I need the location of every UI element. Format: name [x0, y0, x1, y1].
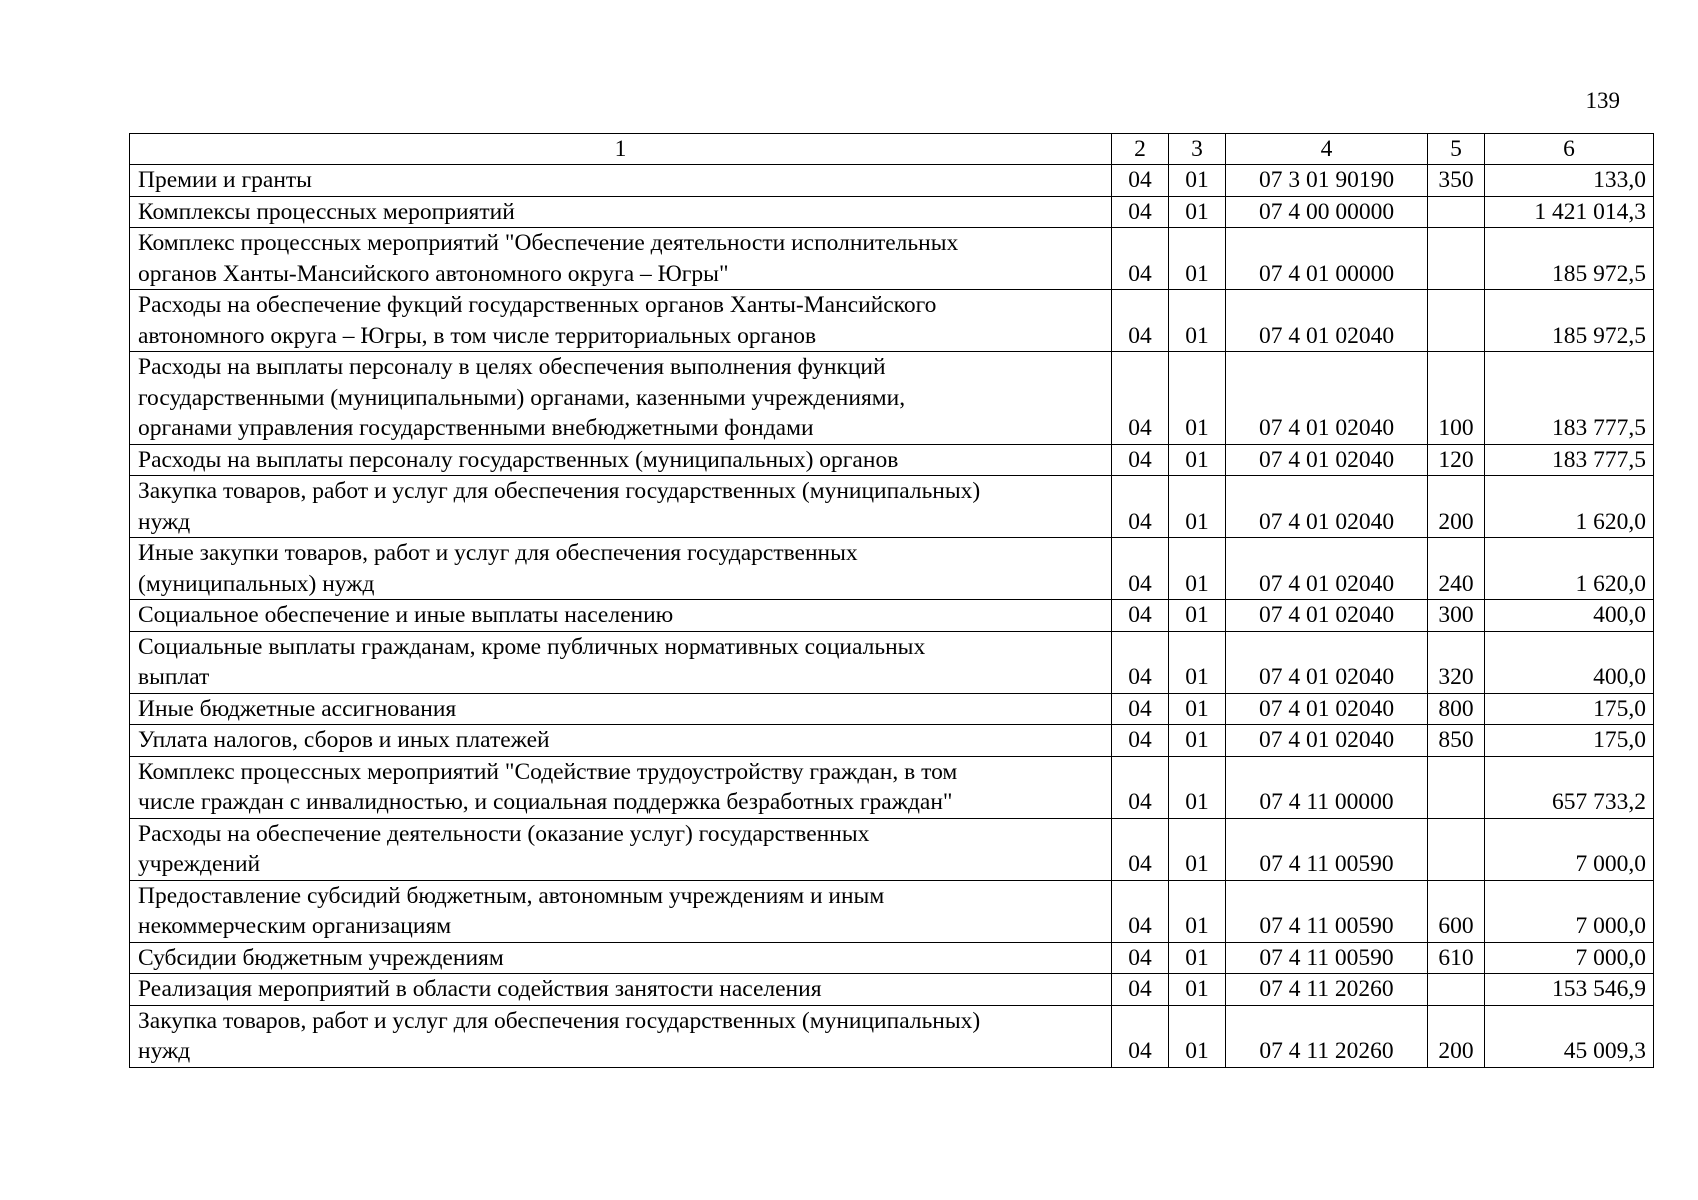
expense-type-code: 300 — [1428, 600, 1485, 632]
page-number: 139 — [1585, 88, 1620, 113]
amount: 183 777,5 — [1485, 352, 1654, 445]
row-description — [130, 600, 1112, 632]
section-code: 04 — [1112, 444, 1169, 476]
table-row — [130, 1005, 1654, 1067]
description-line: Уплата налогов, сборов и иных платежей — [138, 727, 550, 753]
subsection-code: 01 — [1169, 165, 1226, 197]
budget-table — [129, 133, 1654, 1068]
row-description — [130, 974, 1112, 1006]
section-code: 04 — [1112, 631, 1169, 693]
section-code: 04 — [1112, 942, 1169, 974]
amount: 1 421 014,3 — [1485, 196, 1654, 228]
row-description — [130, 538, 1112, 600]
table-row — [130, 818, 1654, 880]
description-line: Закупка товаров, работ и услуг для обеспечения государственных (муниципальных) — [138, 478, 981, 504]
subsection-code: 01 — [1169, 1005, 1226, 1067]
description-line: Комплексы процессных мероприятий — [138, 198, 515, 225]
amount: 175,0 — [1485, 693, 1654, 725]
description-line: Комплекс процессных мероприятий "Содействие трудоустройству граждан, в том — [138, 758, 958, 785]
expense-type-code: 850 — [1428, 725, 1485, 757]
column-header-2: 2 — [1112, 134, 1169, 165]
column-header-5: 5 — [1428, 134, 1485, 165]
expense-type-code: 320 — [1428, 631, 1485, 693]
budget-table-body — [130, 134, 1654, 1068]
section-code: 04 — [1112, 538, 1169, 600]
description-line: числе граждан с инвалидностью, и социальная поддержка безработных граждан" — [138, 789, 953, 815]
amount: 1 620,0 — [1485, 476, 1654, 538]
expense-type-code: 610 — [1428, 942, 1485, 974]
subsection-code: 01 — [1169, 600, 1226, 632]
target-article-code: 07 3 01 90190 — [1226, 165, 1428, 197]
description-line: Расходы на обеспечение деятельности (оказание услуг) государственных — [138, 820, 870, 847]
subsection-code: 01 — [1169, 228, 1226, 290]
subsection-code: 01 — [1169, 756, 1226, 818]
section-code: 04 — [1112, 1005, 1169, 1067]
target-article-code: 07 4 01 02040 — [1226, 600, 1428, 632]
target-article-code: 07 4 01 02040 — [1226, 631, 1428, 693]
description-line: органами управления государственными внебюджетными фондами — [138, 415, 814, 441]
description-line: органов Ханты-Мансийского автономного округа – Югры" — [138, 260, 729, 287]
expense-type-code: 240 — [1428, 538, 1485, 600]
column-header-3: 3 — [1169, 134, 1226, 165]
row-description — [130, 165, 1112, 197]
description-line: нужд — [138, 508, 191, 535]
section-code: 04 — [1112, 756, 1169, 818]
target-article-code: 07 4 01 02040 — [1226, 352, 1428, 445]
amount: 7 000,0 — [1485, 942, 1654, 974]
subsection-code: 01 — [1169, 818, 1226, 880]
table-row — [130, 228, 1654, 290]
expense-type-code: 800 — [1428, 693, 1485, 725]
target-article-code: 07 4 01 00000 — [1226, 228, 1428, 290]
description-line: учреждений — [138, 851, 261, 877]
target-article-code: 07 4 01 02040 — [1226, 290, 1428, 352]
expense-type-code — [1428, 818, 1485, 880]
subsection-code: 01 — [1169, 290, 1226, 352]
column-header-4: 4 — [1226, 134, 1428, 165]
subsection-code: 01 — [1169, 352, 1226, 445]
row-description — [130, 942, 1112, 974]
expense-type-code — [1428, 228, 1485, 290]
amount: 400,0 — [1485, 631, 1654, 693]
description-line: Реализация мероприятий в области содействия занятости населения — [138, 976, 822, 1002]
table-row — [130, 756, 1654, 818]
table-row — [130, 974, 1654, 1006]
target-article-code: 07 4 11 20260 — [1226, 974, 1428, 1006]
expense-type-code: 200 — [1428, 476, 1485, 538]
target-article-code: 07 4 11 00590 — [1226, 942, 1428, 974]
amount: 175,0 — [1485, 725, 1654, 757]
description-line: (муниципальных) нужд — [138, 570, 375, 597]
description-line: Предоставление субсидий бюджетным, автономным учреждениям и иным — [138, 882, 885, 909]
description-line: Социальное обеспечение и иные выплаты населению — [138, 602, 674, 628]
table-row — [130, 725, 1654, 757]
subsection-code: 01 — [1169, 974, 1226, 1006]
description-line: Иные закупки товаров, работ и услуг для обеспечения государственных — [138, 540, 858, 566]
amount: 1 620,0 — [1485, 538, 1654, 600]
amount: 183 777,5 — [1485, 444, 1654, 476]
description-line: Расходы на обеспечение фукций государственных органов Ханты-Мансийского — [138, 292, 937, 318]
table-row — [130, 444, 1654, 476]
description-line: выплат — [138, 664, 210, 690]
target-article-code: 07 4 01 02040 — [1226, 444, 1428, 476]
section-code: 04 — [1112, 476, 1169, 538]
section-code: 04 — [1112, 290, 1169, 352]
section-code: 04 — [1112, 725, 1169, 757]
section-code: 04 — [1112, 228, 1169, 290]
amount: 153 546,9 — [1485, 974, 1654, 1006]
description-line: Субсидии бюджетным учреждениям — [138, 944, 504, 971]
section-code: 04 — [1112, 600, 1169, 632]
target-article-code: 07 4 01 02040 — [1226, 538, 1428, 600]
row-description — [130, 756, 1112, 818]
expense-type-code — [1428, 196, 1485, 228]
amount: 400,0 — [1485, 600, 1654, 632]
subsection-code: 01 — [1169, 476, 1226, 538]
description-line: нужд — [138, 1038, 191, 1064]
table-row — [130, 165, 1654, 197]
target-article-code: 07 4 01 02040 — [1226, 693, 1428, 725]
row-description — [130, 444, 1112, 476]
subsection-code: 01 — [1169, 693, 1226, 725]
subsection-code: 01 — [1169, 942, 1226, 974]
table-row — [130, 600, 1654, 632]
subsection-code: 01 — [1169, 538, 1226, 600]
row-description — [130, 725, 1112, 757]
row-description — [130, 352, 1112, 445]
table-row — [130, 693, 1654, 725]
table-row — [130, 290, 1654, 352]
subsection-code: 01 — [1169, 880, 1226, 942]
subsection-code: 01 — [1169, 444, 1226, 476]
target-article-code: 07 4 11 20260 — [1226, 1005, 1428, 1067]
expense-type-code: 100 — [1428, 352, 1485, 445]
table-row — [130, 631, 1654, 693]
description-line: Закупка товаров, работ и услуг для обеспечения государственных (муниципальных) — [138, 1007, 981, 1034]
table-row — [130, 942, 1654, 974]
row-description — [130, 290, 1112, 352]
expense-type-code: 350 — [1428, 165, 1485, 197]
expense-type-code: 200 — [1428, 1005, 1485, 1067]
row-description — [130, 818, 1112, 880]
expense-type-code: 120 — [1428, 444, 1485, 476]
description-line: государственными (муниципальными) органами, казенными учреждениями, — [138, 384, 906, 411]
section-code: 04 — [1112, 818, 1169, 880]
description-line: Расходы на выплаты персоналу государственных (муниципальных) органов — [138, 446, 899, 473]
expense-type-code — [1428, 290, 1485, 352]
table-row — [130, 538, 1654, 600]
amount: 45 009,3 — [1485, 1005, 1654, 1067]
amount: 185 972,5 — [1485, 290, 1654, 352]
section-code: 04 — [1112, 196, 1169, 228]
table-row — [130, 476, 1654, 538]
amount: 7 000,0 — [1485, 818, 1654, 880]
amount: 657 733,2 — [1485, 756, 1654, 818]
target-article-code: 07 4 01 02040 — [1226, 725, 1428, 757]
column-header-1: 1 — [130, 134, 1112, 165]
target-article-code: 07 4 11 00590 — [1226, 880, 1428, 942]
section-code: 04 — [1112, 352, 1169, 445]
subsection-code: 01 — [1169, 725, 1226, 757]
amount: 185 972,5 — [1485, 228, 1654, 290]
description-line: Комплекс процессных мероприятий "Обеспечение деятельности исполнительных — [138, 230, 959, 256]
expense-type-code — [1428, 974, 1485, 1006]
row-description — [130, 196, 1112, 228]
amount: 7 000,0 — [1485, 880, 1654, 942]
section-code: 04 — [1112, 974, 1169, 1006]
target-article-code: 07 4 11 00000 — [1226, 756, 1428, 818]
target-article-code: 07 4 11 00590 — [1226, 818, 1428, 880]
section-code: 04 — [1112, 165, 1169, 197]
expense-type-code: 600 — [1428, 880, 1485, 942]
row-description — [130, 631, 1112, 693]
table-row — [130, 352, 1654, 445]
description-line: автономного округа – Югры, в том числе территориальных органов — [138, 322, 817, 349]
description-line: Иные бюджетные ассигнования — [138, 695, 457, 722]
description-line: некоммерческим организациям — [138, 913, 452, 939]
target-article-code: 07 4 01 02040 — [1226, 476, 1428, 538]
target-article-code: 07 4 00 00000 — [1226, 196, 1428, 228]
description-line: Расходы на выплаты персоналу в целях обеспечения выполнения функций — [138, 354, 886, 380]
row-description — [130, 228, 1112, 290]
row-description — [130, 1005, 1112, 1067]
description-line: Премии и гранты — [138, 167, 312, 193]
table-row — [130, 196, 1654, 228]
expense-type-code — [1428, 756, 1485, 818]
subsection-code: 01 — [1169, 631, 1226, 693]
amount: 133,0 — [1485, 165, 1654, 197]
section-code: 04 — [1112, 693, 1169, 725]
row-description — [130, 476, 1112, 538]
row-description — [130, 693, 1112, 725]
table-row — [130, 880, 1654, 942]
row-description — [130, 880, 1112, 942]
section-code: 04 — [1112, 880, 1169, 942]
table-header-row — [130, 134, 1654, 165]
subsection-code: 01 — [1169, 196, 1226, 228]
column-header-6: 6 — [1485, 134, 1654, 165]
description-line: Социальные выплаты гражданам, кроме публичных нормативных социальных — [138, 633, 926, 660]
